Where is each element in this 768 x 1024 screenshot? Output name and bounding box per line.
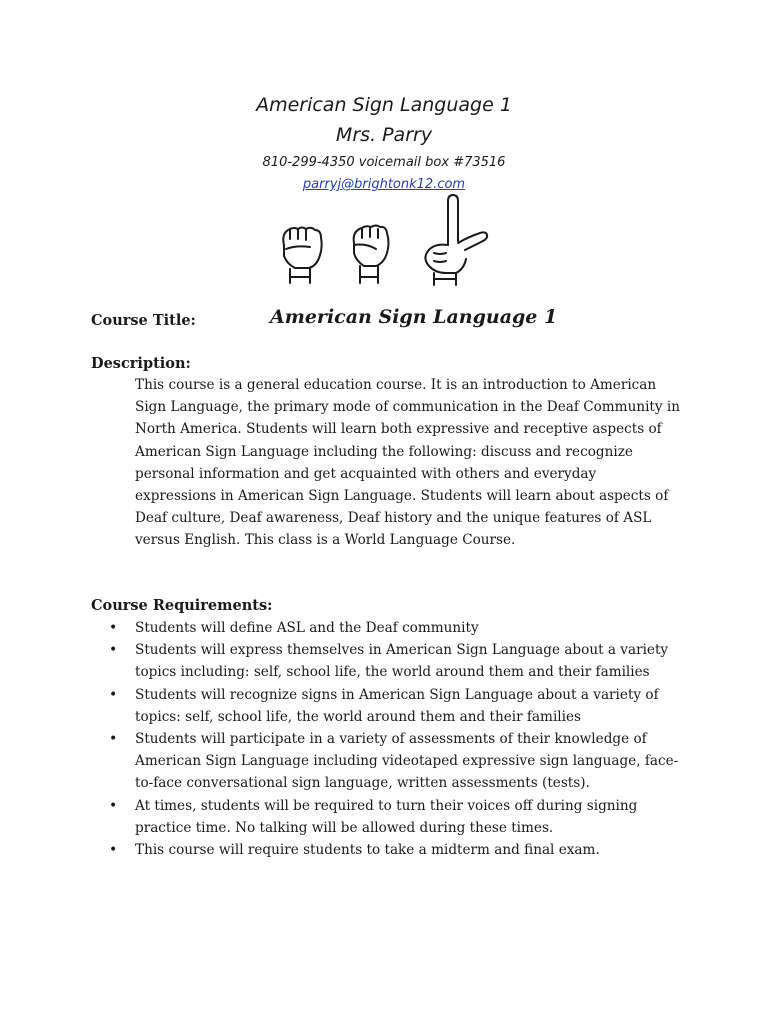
description-paragraph: This course is a general education course. It is an introduction to American Sign Language, the primary mode of communication in the Deaf Community in North America. Students will learn both expressive and receptive aspects of American Sign Language including the following: discuss and recognize personal information and get acquainted with others and everyday expressions in American Sign Language. Students will learn about aspects of Deaf culture, Deaf awareness, Deaf history and the unique features of ASL versus English. This class is a World Language Course. bbox=[135, 377, 680, 549]
requirement-item: • At times, students will be required to turn their voices off during signing practice time. No talking will be allowed during these times. bbox=[135, 795, 680, 839]
asl-l-hand-icon bbox=[425, 195, 487, 285]
course-title-label: Course Title: bbox=[91, 312, 196, 329]
course-title-value: American Sign Language 1 bbox=[270, 306, 558, 328]
asl-fist-hand-icon bbox=[354, 226, 389, 284]
document-title: American Sign Language 1 bbox=[256, 94, 512, 116]
requirement-item: • Students will define ASL and the Deaf community bbox=[135, 617, 680, 639]
teacher-name: Mrs. Parry bbox=[335, 124, 433, 146]
asl-fist-hand-icon bbox=[283, 228, 321, 284]
requirement-item: • Students will recognize signs in American Sign Language about a variety of topics: self, school life, the world around them and their families bbox=[135, 684, 680, 728]
requirements-heading: Course Requirements: bbox=[91, 597, 273, 614]
requirement-item: • This course will require students to take a midterm and final exam. bbox=[135, 839, 680, 861]
requirement-item: • Students will express themselves in American Sign Language about a variety topics including: self, school life, the world around them and their families bbox=[135, 639, 680, 683]
email-link[interactable]: parryj@brightonk12.com bbox=[302, 177, 466, 192]
description-heading: Description: bbox=[91, 355, 191, 372]
phone-number: 810-299-4350 voicemail box #73516 bbox=[262, 155, 506, 170]
requirement-item: • Students will participate in a variety of assessments of their knowledge of American Sign Language including videotaped expressive sign language, face-to-face conversational sign language, written assessments (tests). bbox=[135, 728, 680, 795]
requirements-list bbox=[135, 617, 680, 861]
asl-hands-illustration bbox=[270, 193, 500, 293]
